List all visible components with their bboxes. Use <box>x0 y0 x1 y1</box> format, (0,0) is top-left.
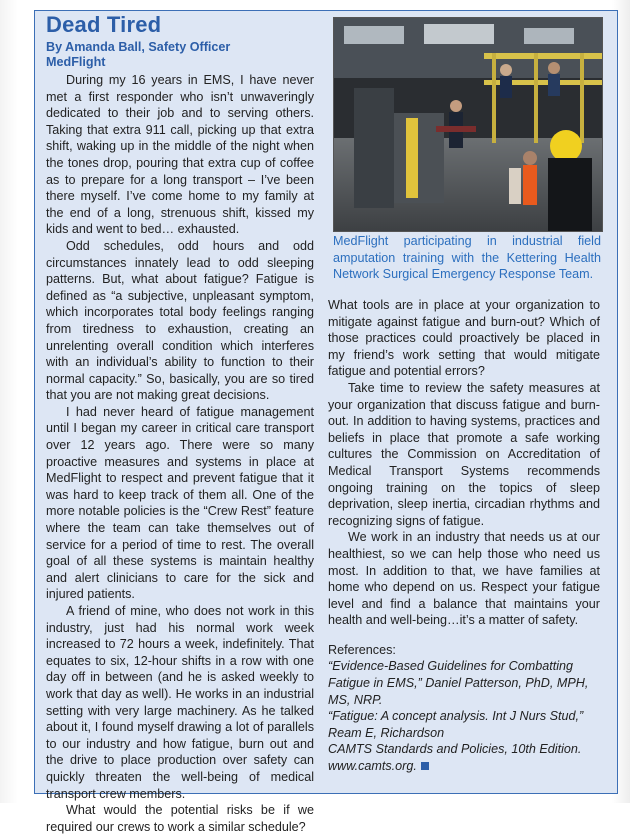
paragraph: Odd schedules, odd hours and odd circumstances innately lead to odd sleeping patterns. But, what about fatigue? Fatigue is defined as “a subjective, unpleasant symptom, which incorporates total body feelings ranging from tiredness to exhaustion, creating an unrelenting overall condition which interferes with an individual’s ability to function to their normal capacity.” So, basically, you are so tired that you are not making great decisions. <box>46 238 314 403</box>
paragraph: What would the potential risks be if we required our crews to work a similar schedule? <box>46 803 314 834</box>
paragraph: We work in an industry that needs us at our healthiest, so we can help those who need us most. In addition to that, we have families at home who depend on us. Respect your fatigue level and find a balance that maintains your health and well-being…it’s a matter of safety. <box>328 530 600 628</box>
photo-caption: MedFlight participating in industrial field amputation training with the Kettering Health Network Surgical Emergency Response Team. <box>333 234 601 282</box>
right-column <box>328 297 600 775</box>
byline <box>46 40 230 70</box>
paragraph: A friend of mine, who does not work in this industry, just had his normal work week increased to 72 hours a week, indefinitely. That equates to six, 12-hour shifts in a row with one day off in between (and he is asked weekly to work that day as well). He works in an industrial setting with very large machinery. As he talked about it, I found myself drawing a lot of parallels to our industry and how fatigue, burn out and the drive to place production over safety can quickly threaten the well-being of medical transport crew members. <box>46 604 314 801</box>
author-line: By Amanda Ball, Safety Officer <box>46 40 231 54</box>
paragraph: What tools are in place at your organization to mitigate against fatigue and burn-out? Which of those practices could proactively be placed in my friend’s work setting that would mitigate fatigue and potential errors? <box>328 298 600 379</box>
left-column <box>46 72 314 835</box>
training-photo-illustration <box>334 18 602 231</box>
reference-text: CAMTS Standards and Policies, 10th Edition. www.camts.org. <box>328 742 582 774</box>
org-line: MedFlight <box>46 55 106 69</box>
paragraph: During my 16 years in EMS, I have never met a first responder who isn’t unwaveringly dedicated to their job and to serving others. Taking that extra 911 call, picking up that extra shift, waking up in the middle of the night when the tones drop, pouring that extra cup of coffee as to prepare for a long transport – I’ve been there myself. I’ve come home to my family at the end of a long, strenuous shift, kissed my kids and went to bed… exhausted. <box>46 73 314 237</box>
reference-item: “Fatigue: A concept analysis. Int J Nurs Stud,” Ream E, Richardson <box>328 709 584 740</box>
reference-item: “Evidence-Based Guidelines for Combatting Fatigue in EMS,” Daniel Patterson, PhD, MPH, MS, NRP. <box>328 659 589 707</box>
article-title: Dead Tired <box>46 12 162 37</box>
paragraph: Take time to review the safety measures at your organization that discuss fatigue and burn-out. In addition to having systems, practices and beliefs in place that promote a safe working cultures the Commission on Accreditation of Medical Transport Systems recommends ongoing training on the topics of sleep deprivation, sleep inertia, circadian rhythms and recognizing signs of fatigue. <box>328 380 600 528</box>
references-heading: References: <box>328 642 396 657</box>
reference-item <box>328 741 600 774</box>
paragraph: I had never heard of fatigue management until I began my career in critical care transport over 12 years ago. There were so many proactive measures and systems in place at MedFlight to respect and prevent fatigue that it was hard to keep track of them all. One of the more notable policies is the “Crew Rest” feature where the team can take themselves out of service for a period of time to rest. The overall goal of all these systems is maintain healthy and alert clinicians to care for the sick and injured patients. <box>46 404 314 602</box>
training-photo <box>333 17 603 232</box>
end-of-article-mark <box>421 762 429 770</box>
